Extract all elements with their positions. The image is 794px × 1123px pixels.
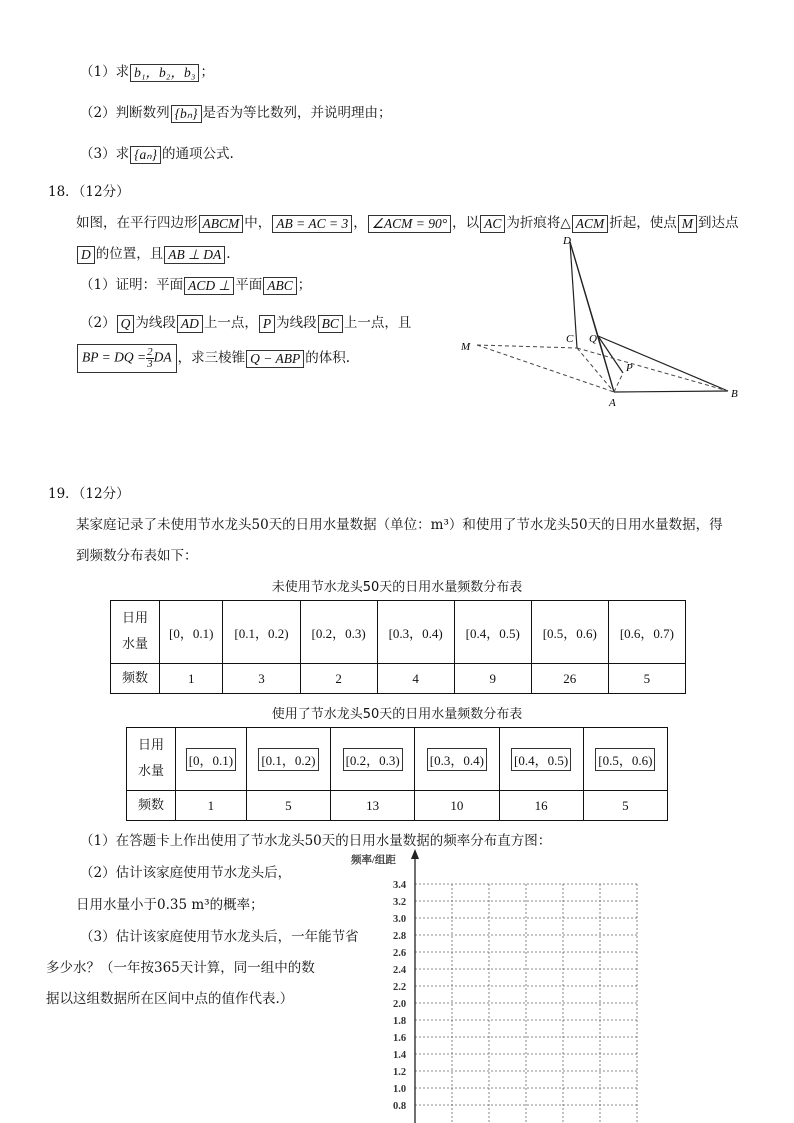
interval-cell: [0.6，0.7): [608, 601, 685, 664]
q18-header: 18．（12分）: [48, 184, 130, 200]
grid-tick-label: 1.2: [393, 1067, 407, 1078]
grid-tick-label: 1.6: [393, 1033, 407, 1044]
grid-tick-label: 3.2: [393, 897, 407, 908]
table-without-faucet: [110, 600, 686, 694]
q19-part1: （1）在答题卡上作出使用了节水龙头50天的日用水量数据的频率分布直方图：: [80, 833, 552, 849]
row-head-water: 日用 水量: [111, 601, 160, 664]
interval-cell: [0，0.1): [176, 728, 247, 791]
q19-intro-2: 到频数分布表如下：: [76, 548, 198, 564]
interval-cell: [0.2，0.3): [331, 728, 415, 791]
count-cell: 5: [246, 791, 330, 821]
q17-part2: （2）判断数列 {bₙ} 是否为等比数列，并说明理由；: [80, 105, 392, 121]
label-d: D: [563, 235, 571, 247]
q19-part3-b: 多少水？（一年按365天计算，同一组中的数: [46, 960, 315, 976]
interval-cell: [0.3，0.4): [415, 728, 499, 791]
table-with-faucet: [126, 727, 668, 821]
label-a: A: [609, 397, 616, 409]
q18-figure: [455, 230, 755, 415]
grid-y-arrow: [411, 849, 419, 859]
q19-part3-c: 据以这组数据所在区间中点的值作代表.）: [46, 991, 294, 1007]
math-an: {aₙ}: [130, 146, 161, 164]
table1-caption: 未使用节水龙头50天的日用水量频数分布表: [271, 580, 523, 595]
count-cell: 10: [415, 791, 499, 821]
grid-tick-label: 3.0: [393, 914, 407, 925]
math-m: M: [678, 215, 697, 233]
interval-cell: [0.4，0.5): [499, 728, 583, 791]
histogram-grid: [345, 845, 645, 1123]
grid-tick-label: 2.4: [393, 965, 407, 976]
q18-part2: （2） Q 为线段 AD 上一点， P 为线段 BC 上一点，且: [80, 315, 412, 331]
count-cell: 16: [499, 791, 583, 821]
math-bc: BC: [318, 315, 343, 333]
count-cell: 5: [583, 791, 667, 821]
q19-header: 19．（12分）: [48, 486, 130, 502]
table2-caption: 使用了节水龙头50天的日用水量频数分布表: [271, 707, 523, 722]
grid-tick-label: 2.6: [393, 948, 407, 959]
q17-part1: （1）求 b₁，b₂，b₃ ；: [80, 64, 214, 80]
label-p: P: [626, 362, 633, 374]
freq-label: 频数: [111, 664, 160, 694]
count-cell: 3: [223, 664, 300, 694]
math-q-abp: Q − ABP: [246, 350, 304, 368]
math-d: D: [77, 246, 95, 264]
count-cell: 13: [331, 791, 415, 821]
count-cell: 1: [176, 791, 247, 821]
q18-line1: 如图，在平行四边形 ABCM 中， AB = AC = 3 ， ∠ACM = 90° ，以 AC 为折痕将△ ACM 折起，使点 M 到达点: [76, 215, 739, 231]
count-cell: 9: [454, 664, 531, 694]
math-acd-perp: ACD ⊥: [184, 277, 234, 295]
row-head-water: 日用 水量: [127, 728, 176, 791]
grid-tick-label: 2.0: [393, 999, 407, 1010]
grid-tick-label: 1.4: [393, 1050, 407, 1061]
interval-cell: [0.2，0.3): [300, 601, 377, 664]
q18-part1: （1）证明：平面 ACD ⊥ 平面 ABC ；: [80, 277, 312, 293]
interval-cell: [0.1，0.2): [223, 601, 300, 664]
math-ad: AD: [177, 315, 203, 333]
q18-part2-cont: BP = DQ = $\frac{2}{3}$ DA ，求三棱锥 Q − ABP 的体积.: [76, 344, 350, 373]
q19-part3-a: （3）估计该家庭使用节水龙头后，一年能节省: [80, 929, 359, 945]
grid-tick-label: 0.8: [393, 1101, 407, 1112]
q18-line2: D 的位置，且 AB ⊥ DA .: [76, 242, 231, 264]
count-cell: 1: [160, 664, 223, 694]
grid-tick-label: 2.2: [393, 982, 407, 993]
math-angle: ∠ACM = 90°: [368, 215, 451, 233]
count-cell: 26: [531, 664, 608, 694]
interval-cell: [0.5，0.6): [531, 601, 608, 664]
math-p: P: [259, 315, 275, 333]
math-q: Q: [117, 315, 135, 333]
math-bn: {bₙ}: [171, 105, 202, 123]
label-c: C: [566, 333, 574, 345]
grid-tick-label: 1.0: [393, 1084, 407, 1095]
label-m: M: [461, 341, 471, 353]
math-acm: ACM: [572, 215, 609, 233]
grid-tick-label: 3.4: [393, 880, 407, 891]
interval-cell: [0.5，0.6): [583, 728, 667, 791]
label-q: Q: [589, 333, 597, 345]
count-cell: 4: [377, 664, 454, 694]
math-ab-ac: AB = AC = 3: [272, 215, 352, 233]
math-b123: b₁，b₂，b₃: [130, 64, 199, 82]
q19-intro-1: 某家庭记录了未使用节水龙头50天的日用水量数据（单位：m³）和使用了节水龙头50天的日用水量数据，得: [76, 517, 723, 533]
interval-cell: [0.4，0.5): [454, 601, 531, 664]
q19-part2-a: （2）估计该家庭使用节水龙头后，: [80, 865, 292, 881]
math-ac: AC: [480, 215, 505, 233]
math-ab-perp-da: AB ⊥ DA: [164, 246, 225, 264]
math-abc: ABC: [263, 277, 297, 295]
grid-ylabel: 频率/组距: [351, 855, 396, 866]
math-abcm: ABCM: [199, 215, 244, 233]
interval-cell: [0.1，0.2): [246, 728, 330, 791]
count-cell: 2: [300, 664, 377, 694]
interval-cell: [0，0.1): [160, 601, 223, 664]
q17-part3: （3）求 {aₙ} 的通项公式.: [80, 146, 234, 162]
math-bp-dq-fraction: BP = DQ = $\frac{2}{3}$ DA: [77, 344, 177, 373]
label-b: B: [731, 388, 738, 400]
count-cell: 5: [608, 664, 685, 694]
q19-part2-b: 日用水量小于0.35 m³的概率；: [76, 897, 264, 913]
freq-label: 频数: [127, 791, 176, 821]
grid-tick-label: 1.8: [393, 1016, 407, 1027]
grid-tick-label: 2.8: [393, 931, 407, 942]
interval-cell: [0.3，0.4): [377, 601, 454, 664]
